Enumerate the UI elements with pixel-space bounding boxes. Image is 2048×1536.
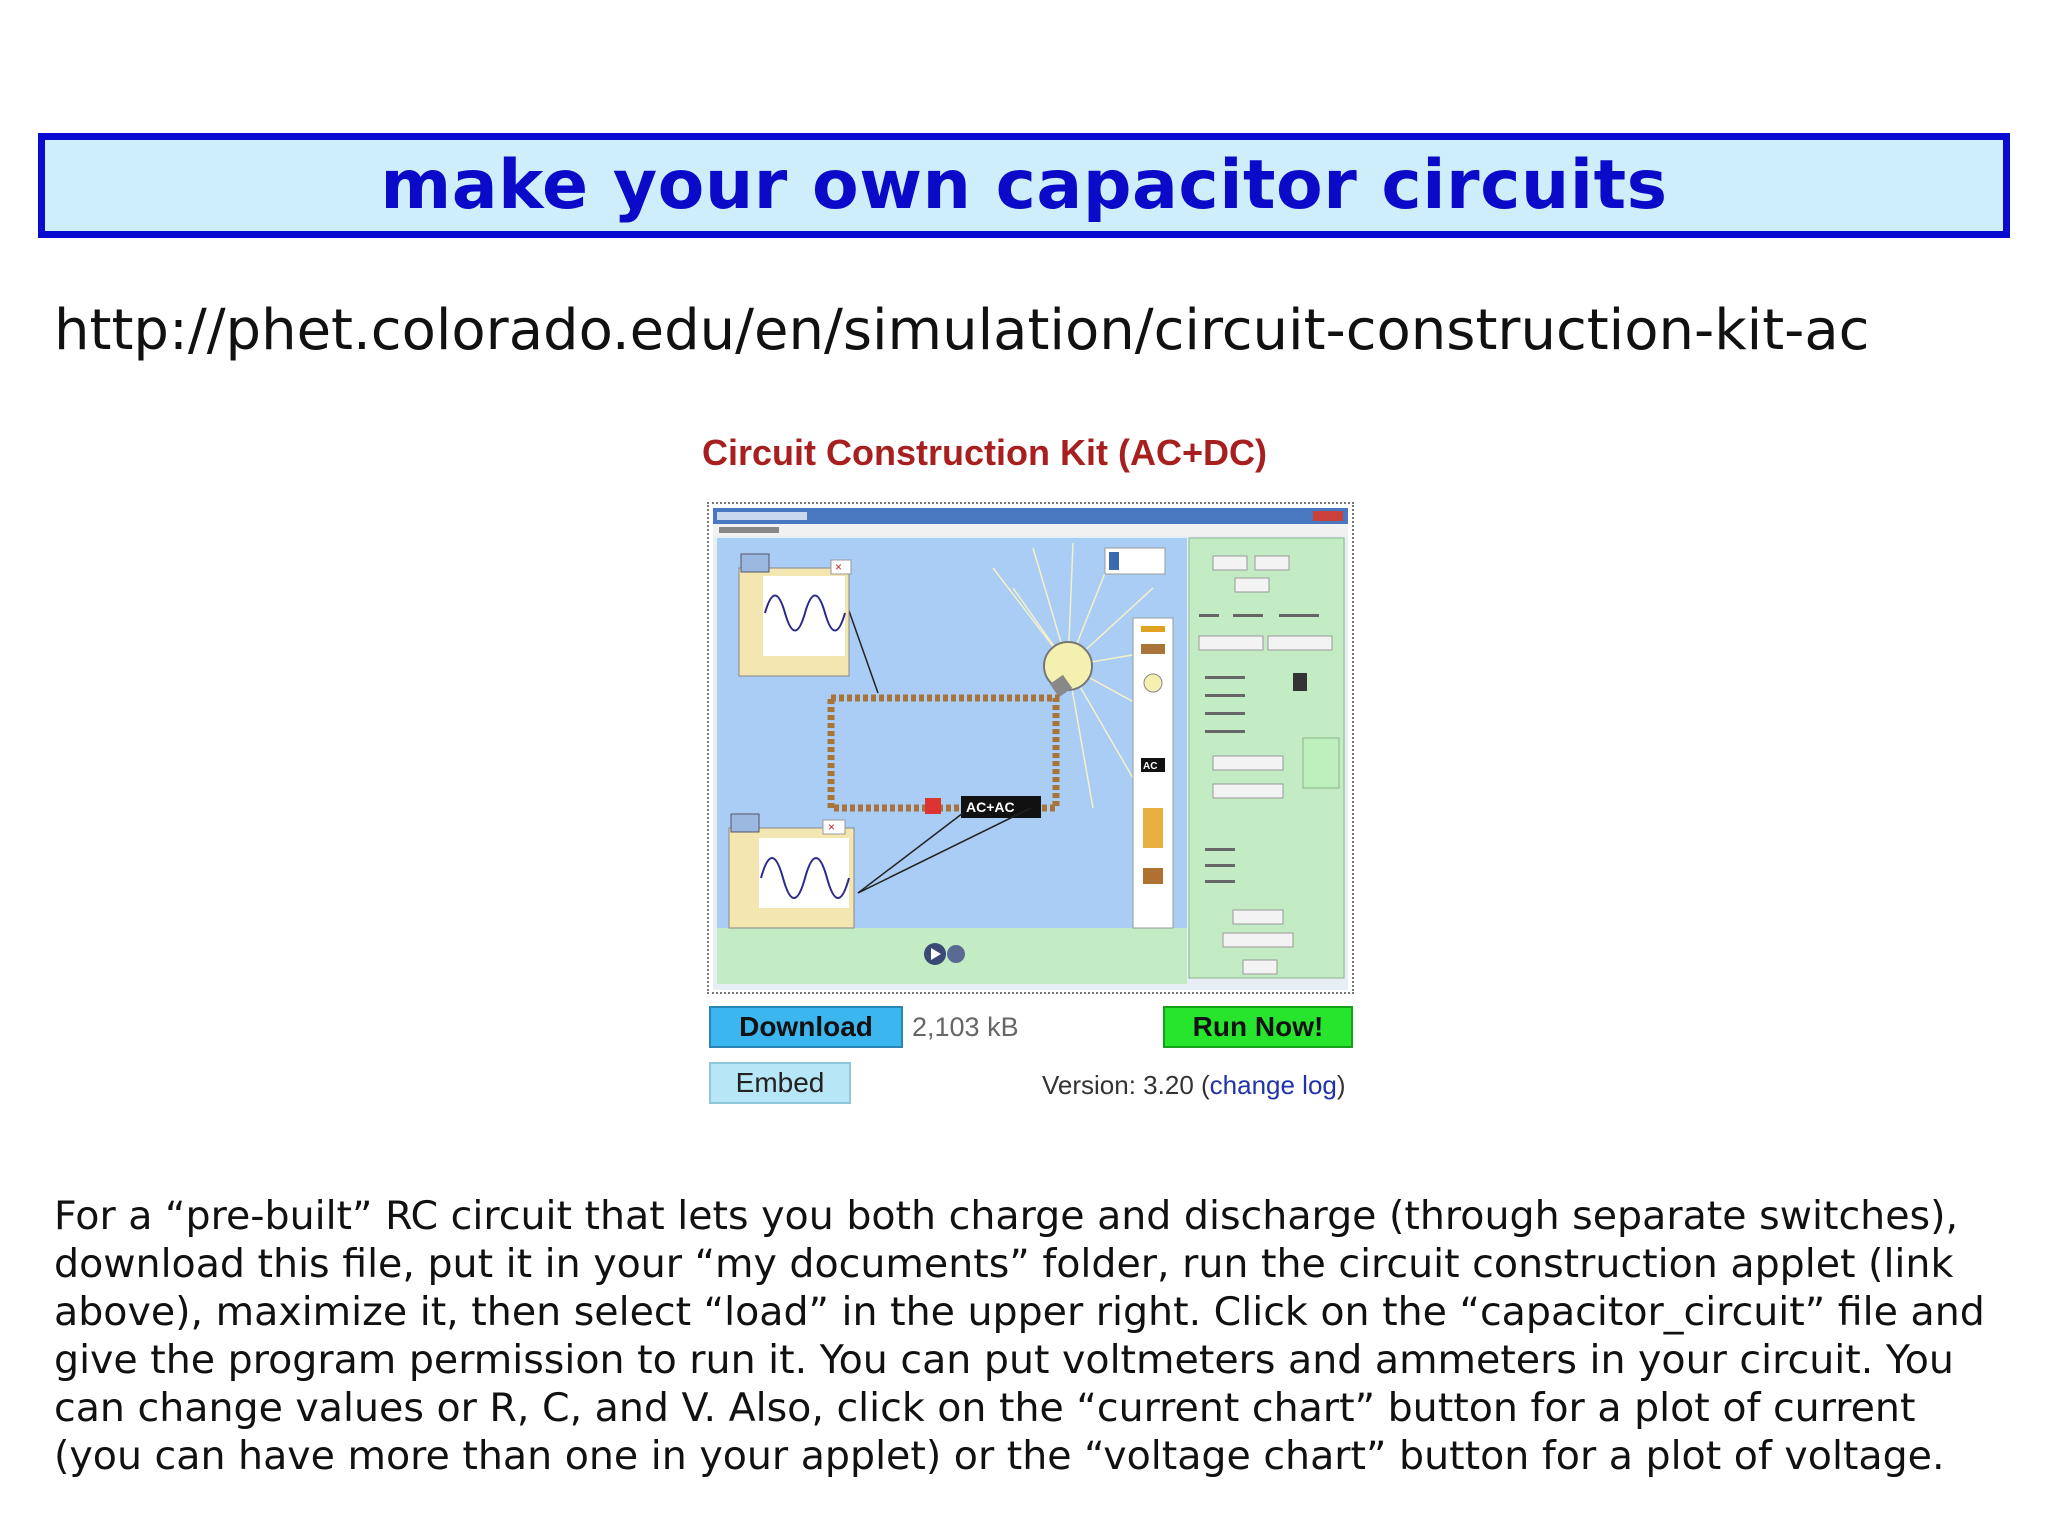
svg-text:×: × xyxy=(828,820,836,834)
download-button[interactable]: Download xyxy=(709,1006,903,1048)
version-suffix: ) xyxy=(1336,1070,1346,1100)
embed-button[interactable]: Embed xyxy=(709,1062,851,1104)
file-size: 2,103 kB xyxy=(912,1012,1019,1042)
simulation-url[interactable]: http://phet.colorado.edu/en/simulation/circuit-construction-kit-ac xyxy=(54,298,1870,363)
simulation-screenshot[interactable] xyxy=(707,502,1354,994)
menu-bar xyxy=(713,524,1348,536)
title-banner xyxy=(38,133,2010,238)
svg-text:AC+AC: AC+AC xyxy=(966,799,1015,815)
simulation-preview-image xyxy=(713,508,1348,990)
version-info xyxy=(1042,1070,1346,1101)
page-title: make your own capacitor circuits xyxy=(380,146,1668,225)
svg-text:AC: AC xyxy=(1143,761,1158,772)
simulation-title: Circuit Construction Kit (AC+DC) xyxy=(702,432,1267,473)
change-log-link[interactable]: change log xyxy=(1209,1070,1337,1100)
run-now-button[interactable]: Run Now! xyxy=(1163,1006,1353,1048)
window-titlebar xyxy=(713,508,1348,524)
version-prefix: Version: 3.20 ( xyxy=(1042,1070,1210,1100)
svg-text:×: × xyxy=(835,560,843,574)
instructions-paragraph: For a “pre-built” RC circuit that lets you both charge and discharge (through separate switches), download this file, put it in your “my documents” folder, run the circuit construction applet (link above), maximize it, then select “load” in the upper right. Click on the “capacitor_circuit” file and give the program permission to run it. You can put voltmeters and ammeters in your circuit. You can change values or R, C, and V. Also, click on the “current chart” button for a plot of current (you can have more than one in your applet) or the “voltage chart” button for a plot of voltage. xyxy=(54,1193,1985,1479)
